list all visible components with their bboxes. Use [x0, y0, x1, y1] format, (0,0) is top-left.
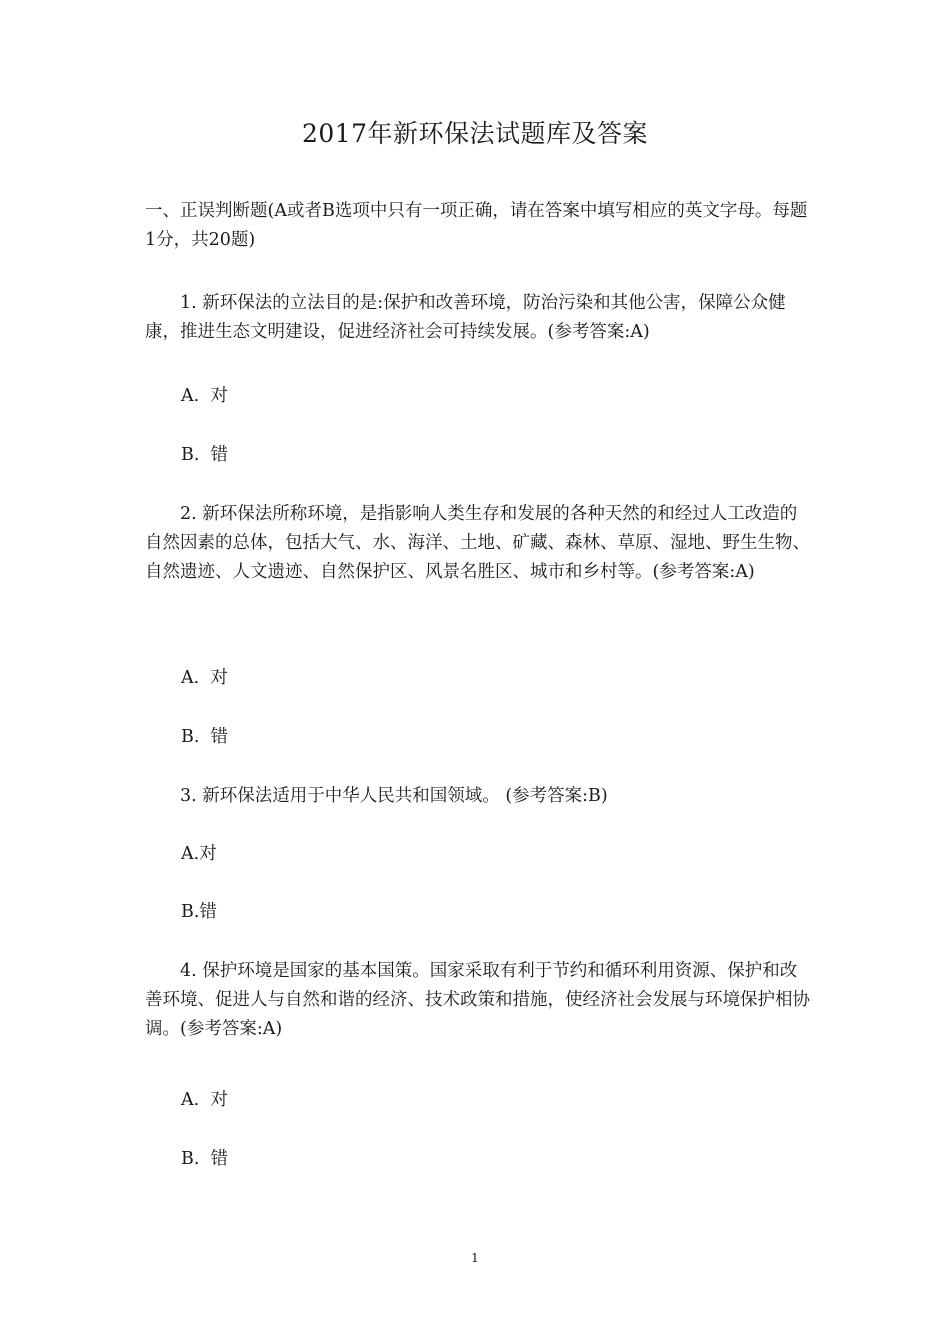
question-3: 3. 新环保法适用于中华人民共和国领域。 (参考答案:B): [180, 786, 608, 806]
question-2: 2. 新环保法所称环境，是指影响人类生存和发展的各种天然的和经过人工改造的自然因素的总体，包括大气、水、海洋、土地、矿藏、森林、草原、湿地、野生生物、自然遗迹、人文遗迹、自然保护区、风景名胜区、城市和乡村等。(参考答案:A): [145, 504, 810, 582]
question-1-option-a: A. 对: [181, 386, 228, 406]
page-title: 2017年新环保法试题库及答案: [301, 119, 649, 148]
question-3-option-b: B.错: [181, 902, 217, 922]
question-2-option-a: A. 对: [181, 668, 228, 688]
question-1: 1. 新环保法的立法目的是:保护和改善环境，防治污染和其他公害，保障公众健康，推进生态文明建设，促进经济社会可持续发展。(参考答案:A): [145, 293, 786, 342]
question-1-option-b: B. 错: [181, 445, 229, 465]
question-4-option-b: B. 错: [181, 1149, 229, 1169]
section-heading: 一、正误判断题(A或者B选项中只有一项正确，请在答案中填写相应的英文字母。每题1分，共20题): [145, 201, 808, 250]
question-4: 4. 保护环境是国家的基本国策。国家采取有利于节约和循环利用资源、保护和改善环境、促进人与自然和谐的经济、技术政策和措施，使经济社会发展与环境保护相协调。(参考答案:A): [145, 961, 810, 1039]
question-4-option-a: A. 对: [181, 1090, 228, 1110]
page-number: 1: [471, 1251, 479, 1265]
question-3-option-a: A.对: [181, 844, 217, 864]
question-2-option-b: B. 错: [181, 727, 229, 747]
